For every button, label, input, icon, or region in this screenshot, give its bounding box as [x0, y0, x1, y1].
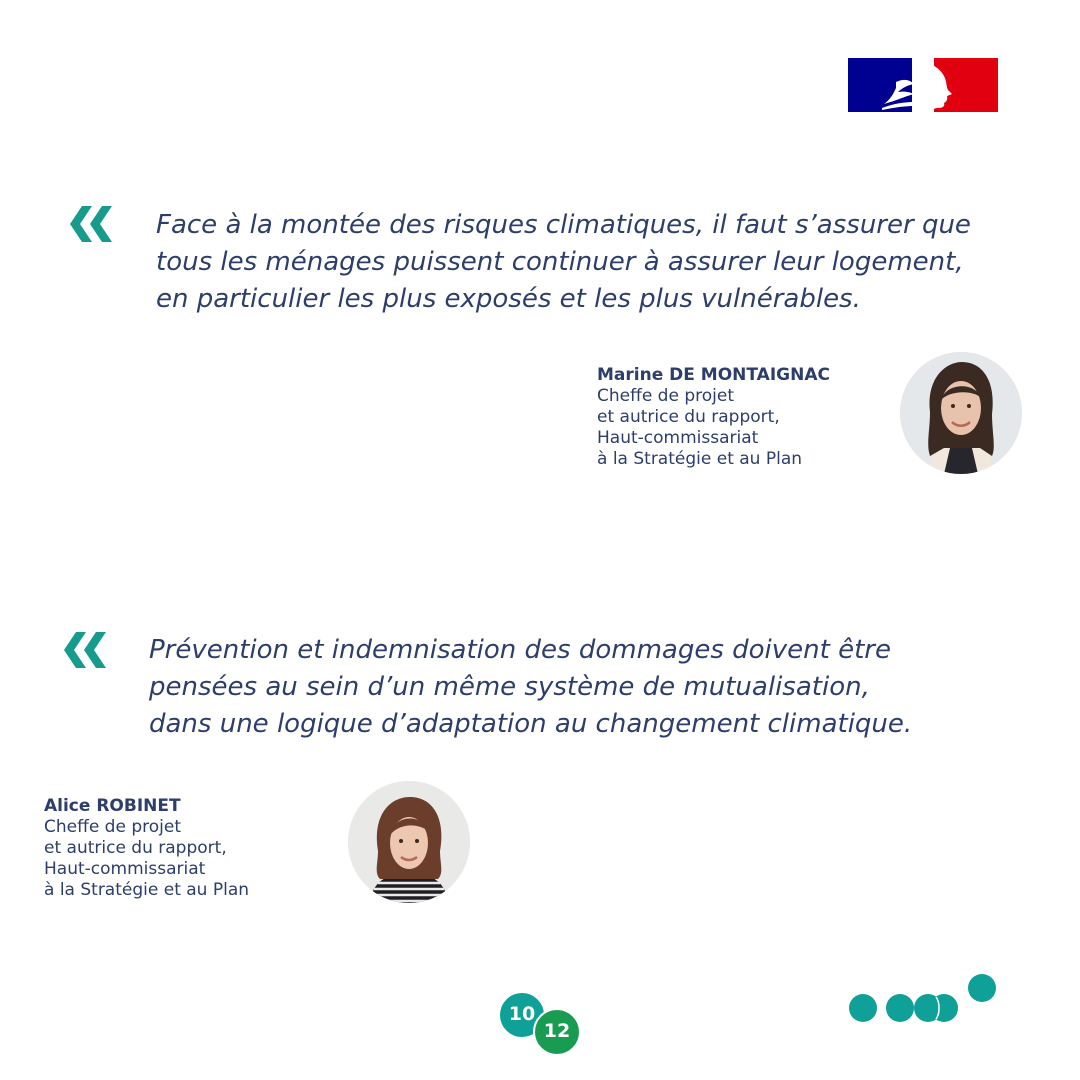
marianne-logo: [848, 58, 998, 112]
quote-text: Prévention et indemnisation des dommages doivent être pensées au sein d’un même système de mutualisation, dans une logique d’adaptation au changement climatique.: [149, 635, 913, 739]
author-card: [597, 365, 887, 470]
author-name: Alice ROBINET: [44, 796, 181, 816]
author-photo: [348, 781, 470, 903]
badge-second: 12: [543, 1020, 571, 1042]
author-role: Cheffe de projet et autrice du rapport, Haut-commissariat à la Stratégie et au Plan: [44, 817, 250, 900]
author-role: Cheffe de projet et autrice du rapport, Haut-commissariat à la Stratégie et au Plan: [597, 386, 803, 469]
badge-group: [498, 990, 584, 1060]
badge-first: 10: [508, 1003, 536, 1025]
author-name: Marine DE MONTAIGNAC: [597, 365, 830, 385]
author-card: [44, 796, 334, 901]
decorative-dots: [844, 970, 1000, 1026]
quote-mark-icon: [62, 632, 110, 668]
quote-text: Face à la montée des risques climatiques, il faut s’assurer que tous les ménages puissent continuer à assurer leur logement, en particulier les plus exposés et les plus vulnérables.: [156, 210, 971, 314]
quote-mark-icon: [68, 206, 116, 242]
author-photo: [900, 352, 1022, 474]
marianne-logo-icon: [848, 58, 998, 112]
